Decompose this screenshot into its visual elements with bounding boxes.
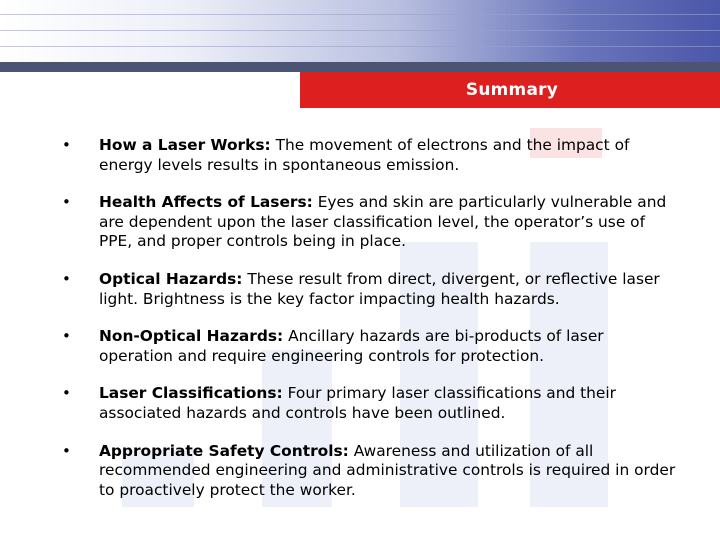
list-item (62, 442, 682, 501)
list-item (62, 384, 682, 423)
list-item (62, 327, 682, 366)
item-term: Appropriate Safety Controls: (99, 441, 349, 460)
item-text: These result from direct, divergent, or reflective laser light. Brightness is the key factor impacting health hazards. (99, 269, 660, 308)
bullet-dot: • (62, 193, 71, 212)
slide-title: Summary (465, 80, 558, 100)
item-text: Awareness and utilization of all recommended engineering and administrative controls is required in order to proactively protect the worker. (99, 441, 676, 499)
item-term: Health Affects of Lasers: (99, 193, 313, 212)
item-text: Ancillary hazards are bi-products of laser operation and require engineering controls for protection. (99, 327, 604, 365)
list-item (62, 136, 682, 175)
item-text: Eyes and skin are particularly vulnerable and are dependent upon the laser classification level, the operator’s use of PPE, and proper controls being in place. (99, 193, 667, 251)
bullet-dot: • (62, 327, 71, 346)
item-term: Optical Hazards: (99, 269, 243, 288)
item-text: The movement of electrons and the impact of energy levels results in spontaneous emission. (99, 136, 630, 174)
item-text: Four primary laser classifications and their associated hazards and controls have been outlined. (99, 384, 616, 422)
bullet-dot: • (62, 269, 71, 288)
bullet-dot: • (62, 136, 71, 154)
item-term: Non-Optical Hazards: (99, 327, 284, 346)
item-term: How a Laser Works: (99, 136, 271, 154)
list-item (62, 193, 682, 252)
bullet-dot: • (62, 441, 71, 460)
list-item (62, 270, 682, 309)
summary-list (62, 136, 682, 518)
bullet-dot: • (62, 384, 71, 403)
item-term: Laser Classifications: (99, 384, 283, 403)
